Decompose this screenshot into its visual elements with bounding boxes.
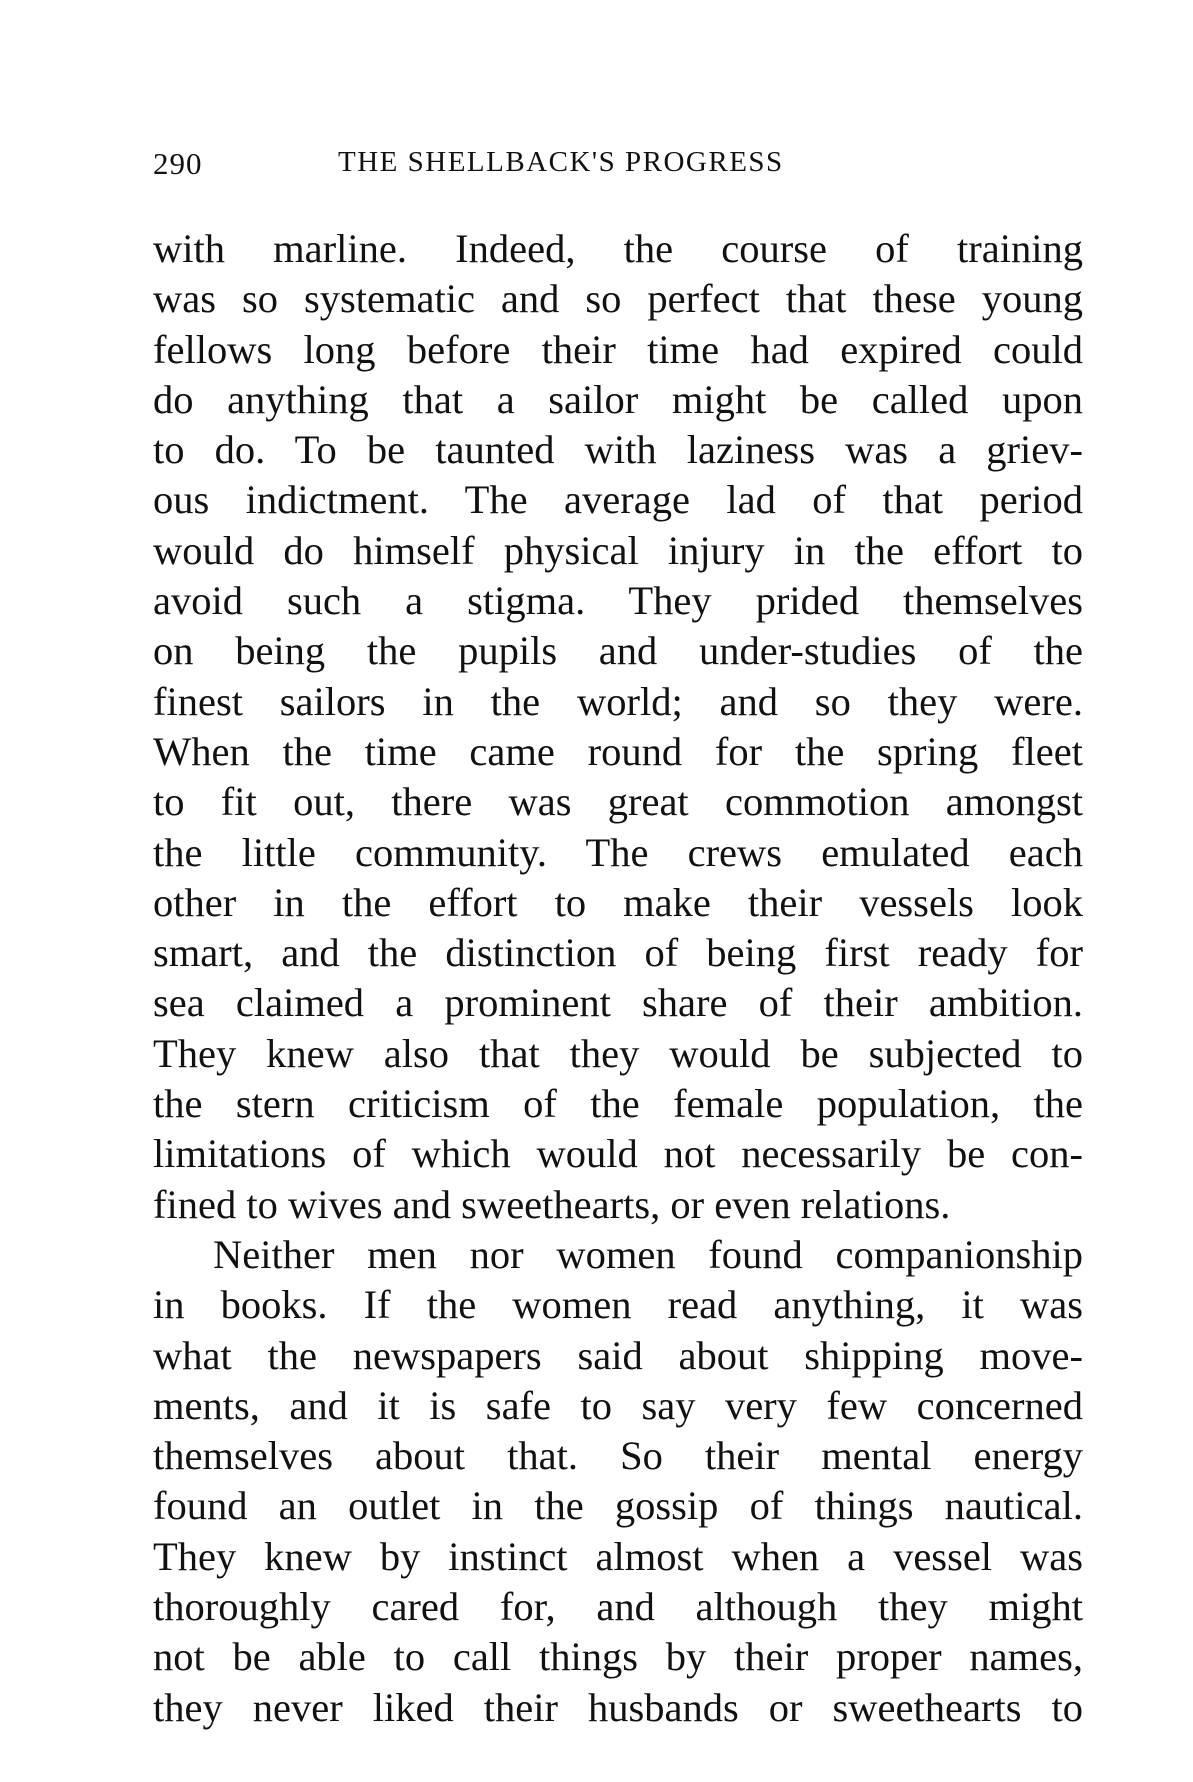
text-line: thoroughly cared for, and although they might <box>153 1584 1083 1630</box>
text-line: the stern criticism of the female population, the <box>153 1081 1083 1127</box>
running-head <box>153 132 1083 184</box>
paragraph-start-line: Neither men nor women found companionship <box>213 1231 1083 1277</box>
text-line: sea claimed a prominent share of their ambition. <box>153 980 1083 1026</box>
running-title: THE SHELLBACK'S PROGRESS <box>338 146 784 178</box>
text-line: smart, and the distinction of being first ready for <box>153 930 1083 976</box>
text-line: themselves about that. So their mental energy <box>153 1433 1083 1479</box>
text-line: not be able to call things by their proper names, <box>153 1634 1083 1680</box>
page-number: 290 <box>153 146 203 181</box>
text-line: limitations of which would not necessarily be con- <box>153 1131 1083 1177</box>
text-line: to fit out, there was great commotion amongst <box>153 779 1083 825</box>
text-line: other in the effort to make their vessels look <box>153 879 1083 925</box>
book-page <box>153 132 1083 1733</box>
text-line: was so systematic and so perfect that these young <box>153 276 1083 322</box>
text-line: they never liked their husbands or sweethearts to <box>153 1684 1083 1730</box>
text-line: in books. If the women read anything, it was <box>153 1282 1083 1328</box>
text-line: with marline. Indeed, the course of training <box>153 226 1083 271</box>
text-line: ous indictment. The average lad of that period <box>153 477 1083 523</box>
text-line: They knew also that they would be subjected to <box>153 1030 1083 1076</box>
text-line: to do. To be taunted with laziness was a griev- <box>153 427 1083 473</box>
text-line: avoid such a stigma. They prided themselves <box>153 578 1083 624</box>
text-line: found an outlet in the gossip of things nautical. <box>153 1483 1083 1529</box>
text-line: finest sailors in the world; and so they were. <box>153 678 1083 724</box>
text-line: what the newspapers said about shipping move- <box>153 1332 1083 1378</box>
text-line: When the time came round for the spring fleet <box>153 728 1083 774</box>
text-line: the little community. The crews emulated each <box>153 829 1083 875</box>
text-line: They knew by instinct almost when a vessel was <box>153 1533 1083 1579</box>
body-text <box>153 224 1083 1733</box>
text-line: ments, and it is safe to say very few concerned <box>153 1382 1083 1428</box>
text-line: fellows long before their time had expired could <box>153 326 1083 372</box>
paragraph-end-line: fined to wives and sweethearts, or even relations. <box>153 1181 951 1227</box>
text-line: would do himself physical injury in the effort to <box>153 527 1083 573</box>
text-line: on being the pupils and under-studies of the <box>153 628 1083 674</box>
text-line: do anything that a sailor might be called upon <box>153 376 1083 422</box>
